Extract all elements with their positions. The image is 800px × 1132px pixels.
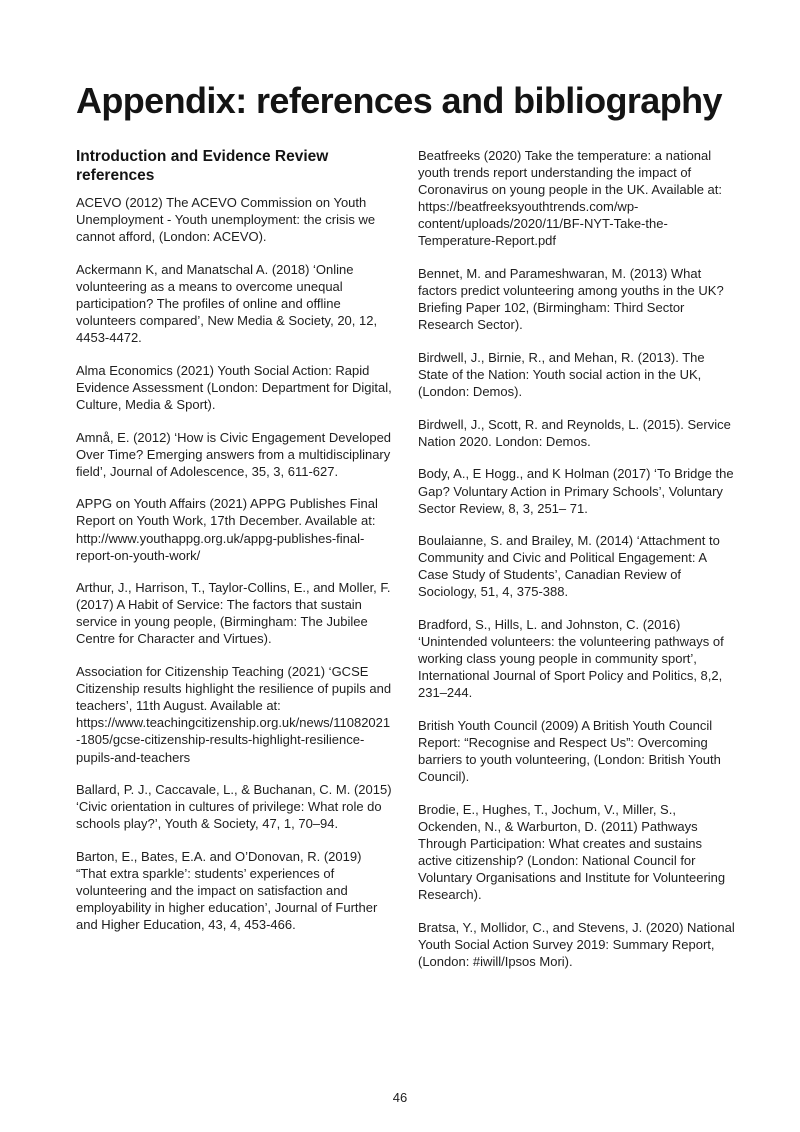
page-number: 46 [392, 1090, 408, 1105]
reference-item: Bratsa, Y., Mollidor, C., and Stevens, J. (2020) National Youth Social Action Survey 2019: Summary Report, (London: #iwill/Ipsos Mori). [418, 919, 735, 970]
section-heading: Introduction and Evidence Review references [76, 148, 329, 184]
reference-item: Boulaianne, S. and Brailey, M. (2014) ‘Attachment to Community and Civic and Political Engagement: A Case Study of Students’, Canadian Review of Sociology, 51, 4, 375-388. [418, 533, 720, 600]
reference-item: Birdwell, J., Scott, R. and Reynolds, L. (2015). Service Nation 2020. London: Demos. [418, 416, 731, 449]
reference-item: Ackermann K, and Manatschal A. (2018) ‘Online volunteering as a means to overcome unequal participation? The profiles of online and offline volunteers compared’, New Media & Society, 20, 12, 4453-4472. [76, 261, 378, 346]
reference-list-left [76, 194, 394, 933]
reference-item: Body, A., E Hogg., and K Holman (2017) ‘To Bridge the Gap? Voluntary Action in Primary Schools’, Voluntary Sector Review, 8, 3, 251– 71. [418, 466, 734, 516]
reference-list-right [418, 147, 736, 970]
reference-item: Barton, E., Bates, E.A. and O’Donovan, R. (2019) “That extra sparkle’: students’ experiences of volunteering and the impact on satisfaction and employability in higher education’, Journal of Further and Higher Education, 43, 4, 453-466. [76, 848, 378, 933]
reference-item: British Youth Council (2009) A British Youth Council Report: “Recognise and Respect Us”: Overcoming barriers to youth volunteering, (London: British Youth Council). [418, 718, 721, 785]
reference-item: ACEVO (2012) The ACEVO Commission on Youth Unemployment - Youth unemployment: the crisis we cannot afford, (London: ACEVO). [76, 195, 376, 245]
reference-item: Bradford, S., Hills, L. and Johnston, C. (2016) ‘Unintended volunteers: the volunteering pathways of working class young people in community sport’, International Journal of Sport Policy and Politics, 8,2, 231–244. [418, 617, 724, 701]
reference-item: Beatfreeks (2020) Take the temperature: a national youth trends report understanding the impact of Coronavirus on young people in the UK. Available at: https://beatfreeksyouthtrends.com/wp-content/uploads/2020/11/BF-NYT-Take-the-Temperature-Report.pdf [418, 148, 723, 249]
page-title: Appendix: references and bibliography [76, 80, 722, 121]
right-column [418, 147, 736, 986]
left-column [76, 147, 394, 949]
reference-item: APPG on Youth Affairs (2021) APPG Publishes Final Report on Youth Work, 17th December. Available at: http://www.youthappg.org.uk/appg-publishes-final-report-on-youth-work/ [76, 496, 378, 563]
reference-item: Birdwell, J., Birnie, R., and Mehan, R. (2013). The State of the Nation: Youth social action in the UK, (London: Demos). [418, 349, 705, 400]
reference-item: Amnå, E. (2012) ‘How is Civic Engagement Developed Over Time? Emerging answers from a multidisciplinary field’, Journal of Adolescence, 35, 3, 611-627. [76, 429, 392, 479]
reference-item: Arthur, J., Harrison, T., Taylor-Collins, E., and Moller, F. (2017) A Habit of Service: The factors that sustain service in young people, (Birmingham: The Jubilee Centre for Character and Virtues). [76, 580, 391, 647]
reference-item: Association for Citizenship Teaching (2021) ‘GCSE Citizenship results highlight the resilience of pupils and teachers’, 11th August. Available at: https://www.teachingcitizenship.org.uk/news/11082021-1805/gcse-citizenship-results-highlight-resilience-pupils-and-teachers [76, 664, 392, 765]
reference-item: Brodie, E., Hughes, T., Jochum, V., Miller, S., Ockenden, N., & Warburton, D. (2011) Pathways Through Participation: What creates and sustains active citizenship? (London: National Council for Voluntary Organisations and Institute for Volunteering Research). [418, 801, 726, 903]
reference-item: Ballard, P. J., Caccavale, L., & Buchanan, C. M. (2015) ‘Civic orientation in cultures of privilege: What role do schools play?’, Youth & Society, 47, 1, 70–94. [76, 782, 392, 832]
reference-item: Bennet, M. and Parameshwaran, M. (2013) What factors predict volunteering among youths in the UK? Briefing Paper 102, (Birmingham: Third Sector Research Sector). [418, 266, 724, 333]
reference-item: Alma Economics (2021) Youth Social Action: Rapid Evidence Assessment (London: Department for Digital, Culture, Media & Sport). [76, 362, 392, 412]
